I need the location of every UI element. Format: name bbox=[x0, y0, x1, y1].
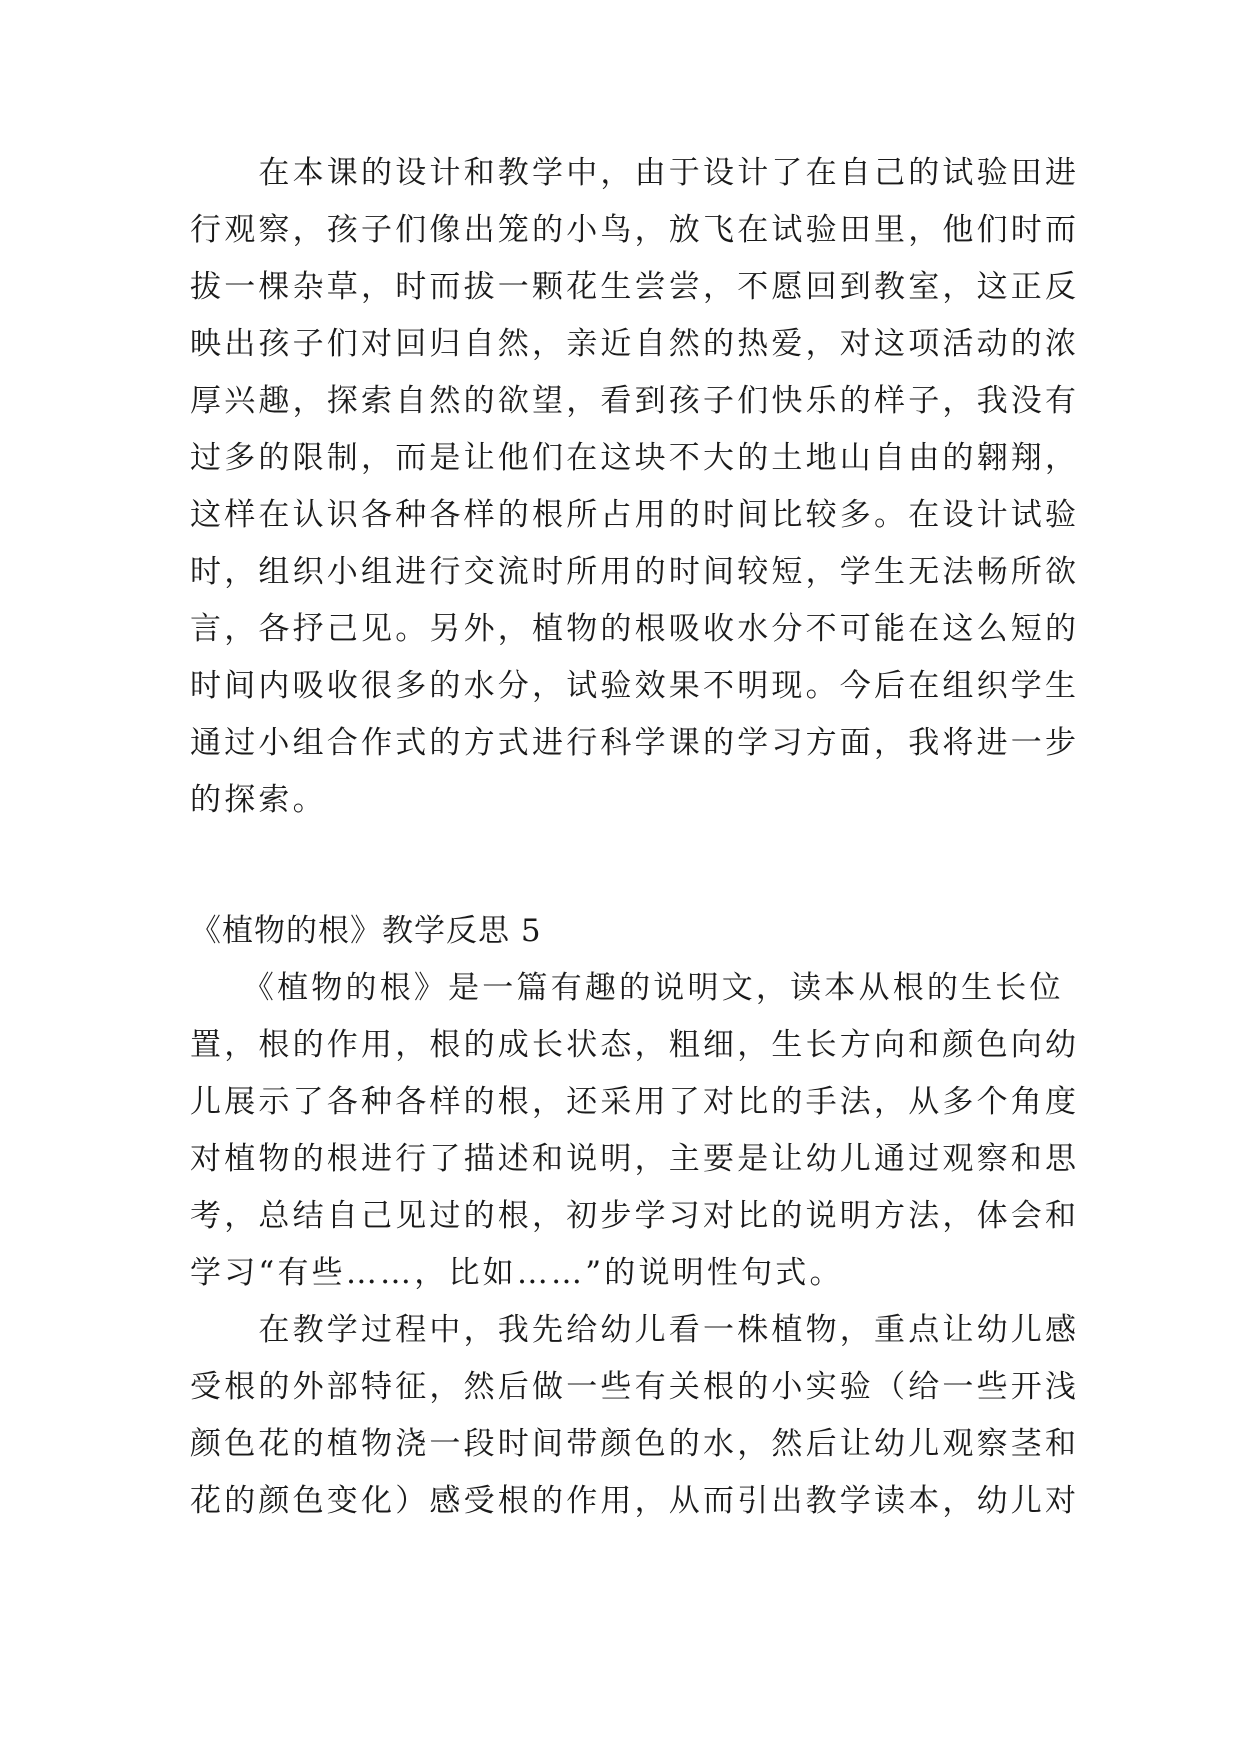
reflection-paragraph-3 bbox=[190, 1302, 1080, 1530]
text-line: 《植物的根》是一篇有趣的说明文，读本从根的生长位 bbox=[190, 970, 1064, 1006]
text-line: 拔一棵杂草，时而拔一颗花生尝尝，不愿回到教室，这正反 bbox=[190, 269, 1080, 305]
text-line: 时间内吸收很多的水分，试验效果不明现。今后在组织学生 bbox=[190, 668, 1080, 704]
text-line: 言，各抒己见。另外，植物的根吸收水分不可能在这么短的 bbox=[190, 611, 1080, 647]
text-line: 这样在认识各种各样的根所占用的时间比较多。在设计试验 bbox=[190, 497, 1080, 533]
text-line: 行观察，孩子们像出笼的小鸟，放飞在试验田里，他们时而 bbox=[190, 212, 1080, 248]
text-line: 厚兴趣，探索自然的欲望，看到孩子们快乐的样子，我没有 bbox=[190, 383, 1080, 419]
section-heading: 《植物的根》教学反思 5 bbox=[190, 913, 542, 949]
text-line: 儿展示了各种各样的根，还采用了对比的手法，从多个角度 bbox=[190, 1084, 1080, 1120]
text-line: 考，总结自己见过的根，初步学习对比的说明方法，体会和 bbox=[190, 1198, 1080, 1234]
text-line: 时，组织小组进行交流时所用的时间较短，学生无法畅所欲 bbox=[190, 554, 1080, 590]
text-line: 对植物的根进行了描述和说明，主要是让幼儿通过观察和思 bbox=[190, 1141, 1080, 1177]
text-line: 映出孩子们对回归自然，亲近自然的热爱，对这项活动的浓 bbox=[190, 326, 1080, 362]
text-line: 在本课的设计和教学中，由于设计了在自己的试验田进 bbox=[190, 155, 1080, 191]
text-line: 的探索。 bbox=[190, 782, 327, 818]
text-line: 置，根的作用，根的成长状态，粗细，生长方向和颜色向幼 bbox=[190, 1027, 1080, 1063]
text-line: 过多的限制，而是让他们在这块不大的土地山自由的翱翔， bbox=[190, 440, 1080, 476]
text-line: 学习“有些……，比如……”的说明性句式。 bbox=[190, 1255, 844, 1291]
reflection-paragraph-1 bbox=[190, 145, 1080, 829]
text-line: 花的颜色变化）感受根的作用，从而引出教学读本，幼儿对 bbox=[190, 1483, 1080, 1519]
reflection-paragraph-2 bbox=[190, 960, 1080, 1302]
text-line: 通过小组合作式的方式进行科学课的学习方面，我将进一步 bbox=[190, 725, 1080, 761]
text-line: 在教学过程中，我先给幼儿看一株植物，重点让幼儿感 bbox=[190, 1312, 1080, 1348]
text-line: 颜色花的植物浇一段时间带颜色的水，然后让幼儿观察茎和 bbox=[190, 1426, 1080, 1462]
text-line: 受根的外部特征，然后做一些有关根的小实验（给一些开浅 bbox=[190, 1369, 1080, 1405]
